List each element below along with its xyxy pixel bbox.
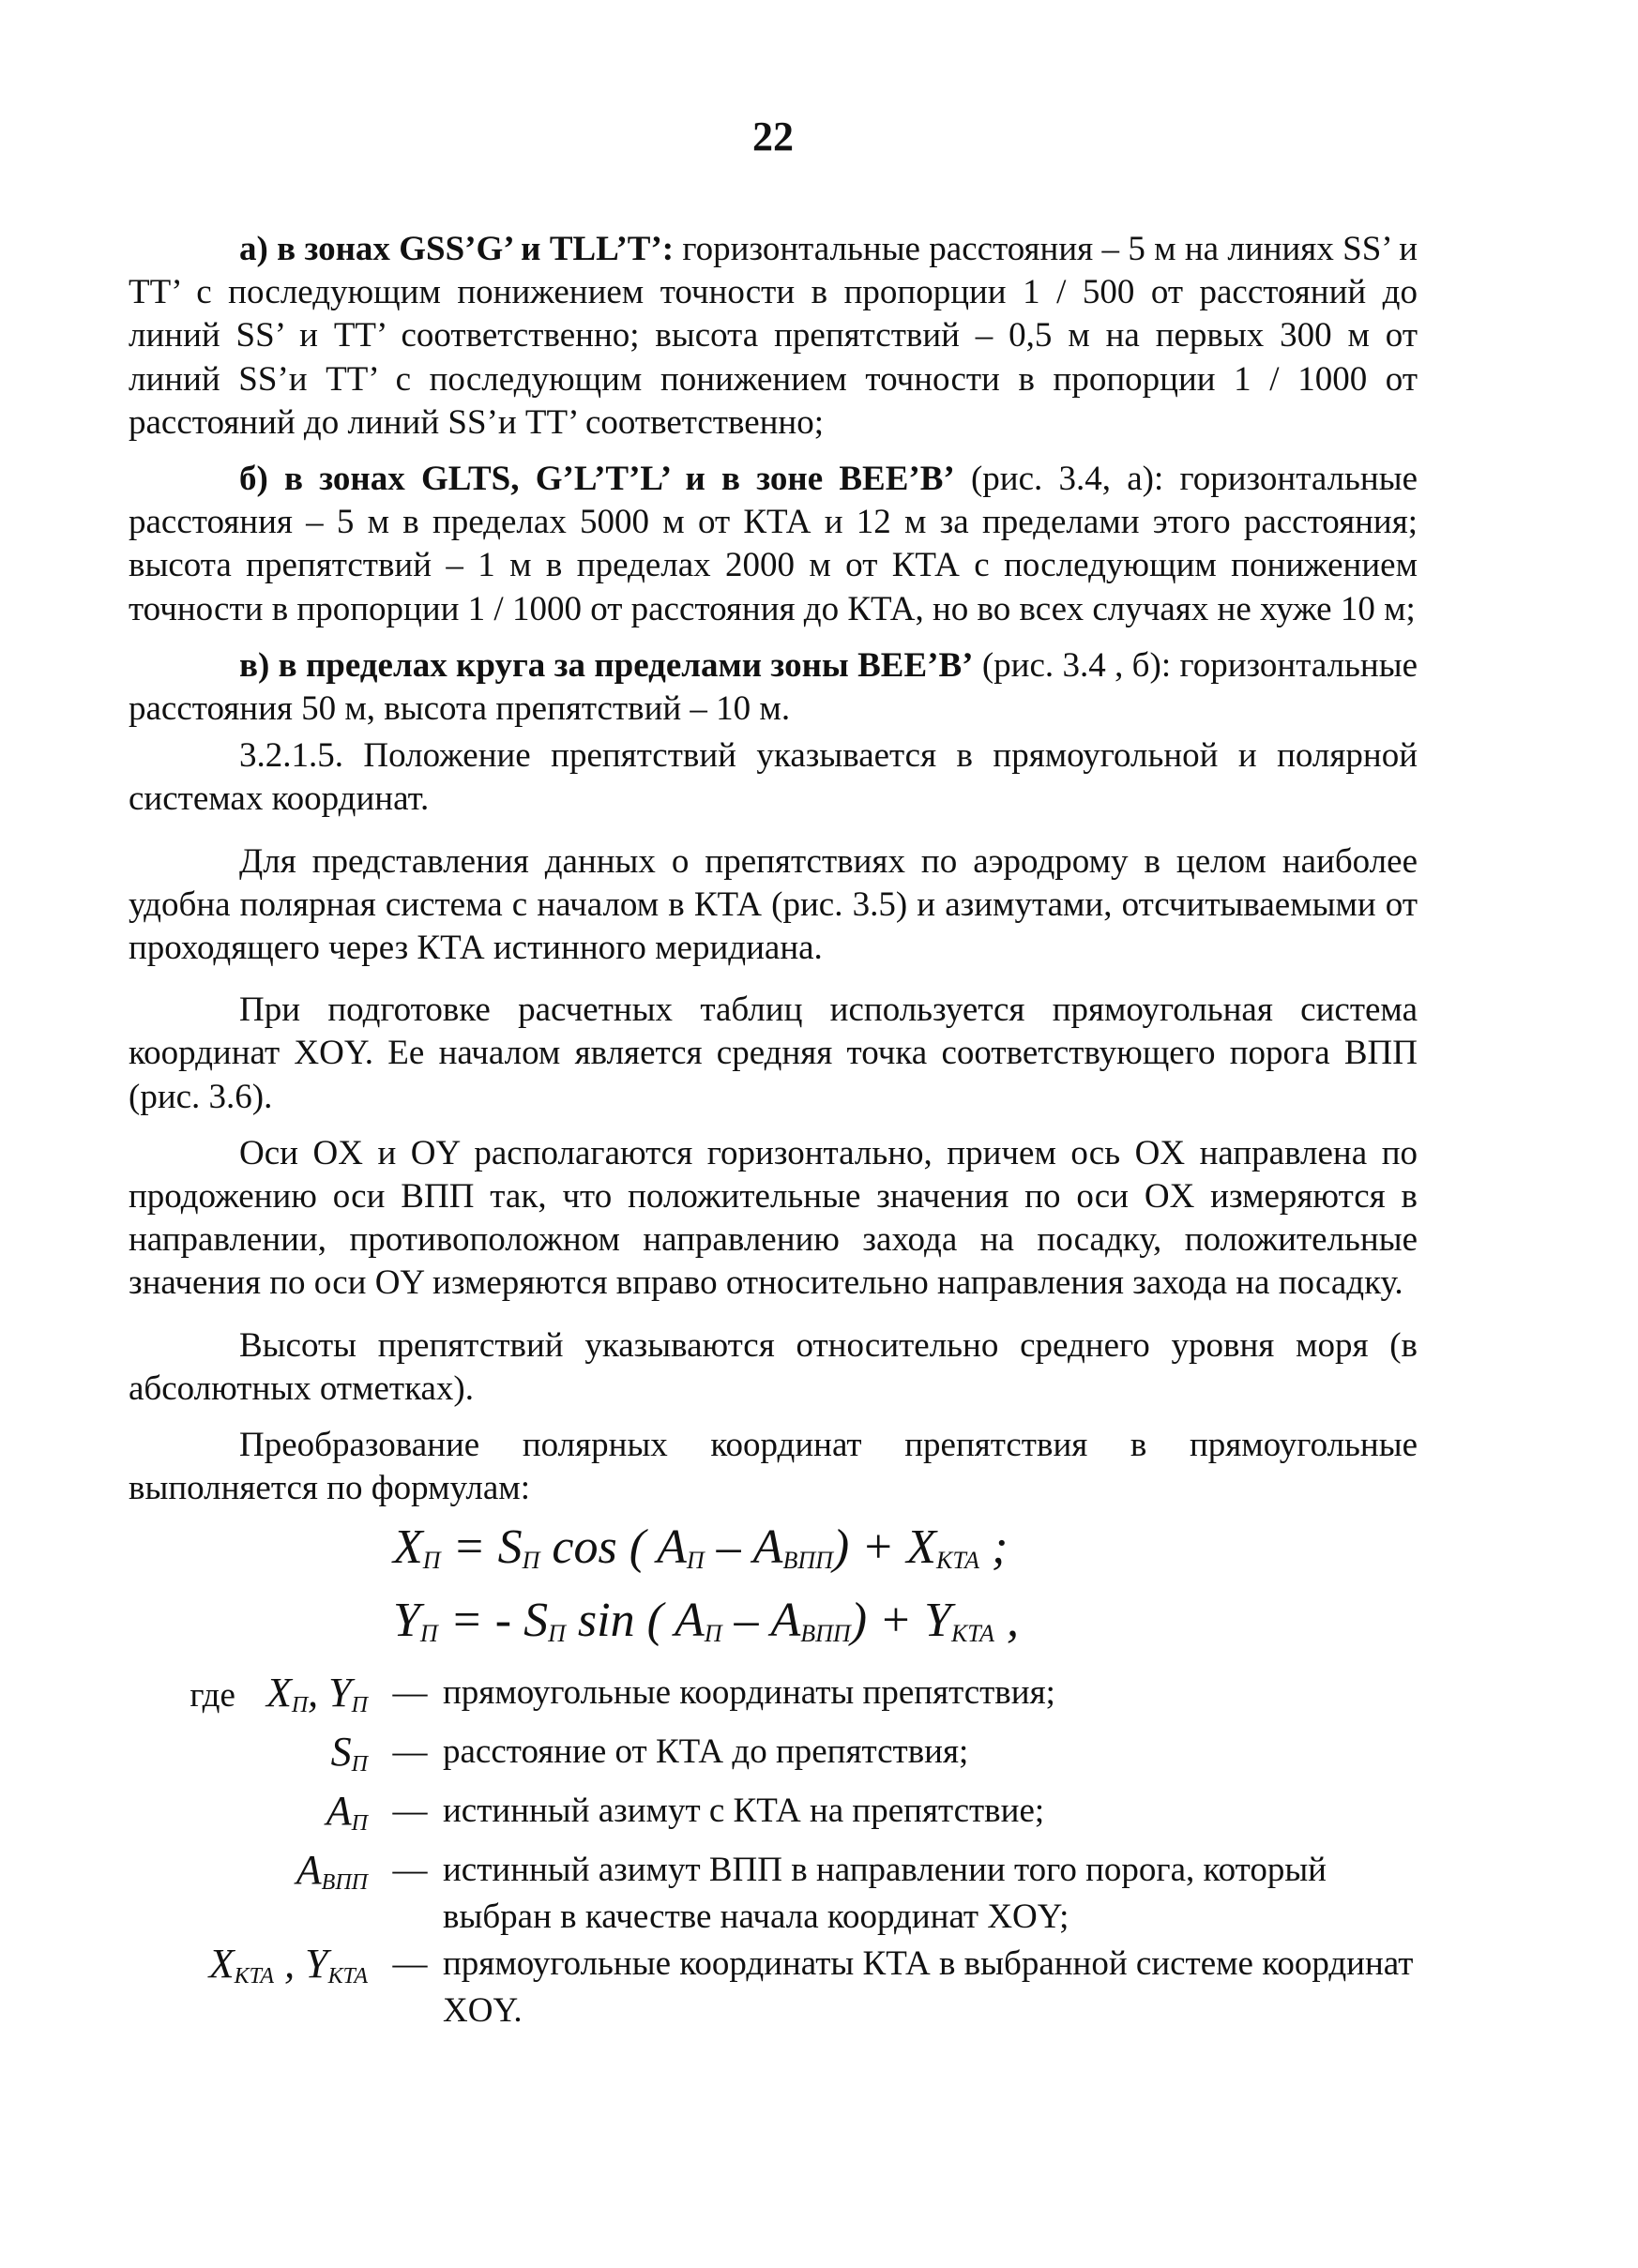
definition-symbol: где $X_П$, $Y_П$ — [190, 1670, 368, 1718]
definition-text: прямоугольные координаты препятствия; — [443, 1673, 1055, 1713]
paragraph-text: Высоты препятствий указываются относительно среднего уровня моря (в абсолютных отметках). — [129, 1325, 1418, 1408]
paragraph-heights — [129, 1324, 1418, 1411]
definition-symbol: $A_{ВПП}$ — [296, 1847, 368, 1896]
definition-symbol: $A_П$ — [326, 1788, 368, 1837]
paragraph-label: в) в пределах круга за пределами зоны BEE’B’ — [239, 645, 974, 685]
paragraph-c — [129, 644, 1418, 731]
paragraph-text: 3.2.1.5. Положение препятствий указывается в прямоугольной и полярной системах координат. — [129, 736, 1418, 819]
paragraph-3-2-1-5 — [129, 734, 1418, 821]
paragraph-b — [129, 458, 1418, 631]
paragraph-text: Для представления данных о препятствиях по аэродрому в целом наиболее удобна полярная система с началом в КТА (рис. 3.5) и азимутами, отсчитываемыми от проходящего через КТА истинного меридиана. — [129, 841, 1418, 968]
definition-row — [129, 1670, 1418, 1729]
definition-symbol: $X_{КТА}$ , $Y_{КТА}$ — [208, 1941, 368, 1989]
definition-dash: — — [392, 1851, 428, 1890]
paragraph-text: горизонтальные расстояния – 5 м на линиях SS’ и TT’ с последующим понижением точности в пропорции 1 / 500 от расстояний до линий SS’ и TT’ соответственно; высота препятствий – 0,5 м на первых 300 м от линий SS’и TT’ с последующим понижением точности в пропорции 1 / 1000 от расстояний до линий SS’и TT’ соответственно; — [129, 230, 1418, 442]
paragraph-text: Преобразование полярных координат препятствия в прямоугольные выполняется по формулам: — [129, 1426, 1418, 1508]
definition-text: истинный азимут ВПП в направлении того порога, который выбран в качестве начала координат XOY; — [443, 1851, 1327, 1937]
paragraph-text: Оси OX и OY располагаются горизонтально, причем ось OX направлена по продожению оси ВПП так, что положительные значения по оси OX измеряются в направлении, противоположном направлению захода на посадку, положительные значения по оси OY измеряются вправо относительно направления захода на посадку. — [129, 1133, 1418, 1303]
paragraph-text: (рис. 3.4, а): горизонтальные расстояния – 5 м в пределах 5000 м от КТА и 12 м за пределами этого расстояния; высота препятствий – 1 м в пределах 2000 м от КТА с последующим понижением точности в пропорции 1 / 1000 от расстояния до КТА, но во всех случаях не хуже 10 м; — [129, 460, 1418, 628]
paragraph-text: (рис. 3.4 , б): горизонтальные расстояния 50 м, высота препятствий – 10 м. — [129, 645, 1418, 729]
definition-row — [129, 1941, 1418, 2034]
definition-text: прямоугольные координаты КТА в выбранной системе координат XOY. — [443, 1944, 1414, 2031]
paragraph-transform — [129, 1424, 1418, 1510]
definition-row — [129, 1847, 1418, 1941]
definitions-list — [129, 1670, 1418, 2034]
paragraph-polar — [129, 840, 1418, 971]
paragraph-a — [129, 228, 1418, 445]
definition-dash: — — [392, 1944, 428, 1984]
definition-dash: — — [392, 1732, 428, 1772]
paragraph-axes — [129, 1132, 1418, 1306]
definition-text: истинный азимут с КТА на препятствие; — [443, 1792, 1045, 1831]
page-number: 22 — [752, 113, 794, 159]
paragraph-label: б) в зонах GLTS, G’L’T’L’ и в зоне BEE’B’ — [239, 460, 955, 499]
definition-text: расстояние от КТА до препятствия; — [443, 1732, 969, 1772]
paragraph-label: а) в зонах GSS’G’ и TLL’T’: — [239, 230, 675, 268]
definition-dash: — — [392, 1792, 428, 1831]
formula-y: $Y_П$ = - $S_П$ sin ( $A_П - A_{ВПП}) + Y_{КТА}$ , — [393, 1594, 1020, 1648]
definition-dash: — — [392, 1673, 428, 1713]
definition-row — [129, 1729, 1418, 1788]
definition-row — [129, 1788, 1418, 1847]
paragraph-xoy — [129, 989, 1418, 1119]
formula-x: $X_П = S_П$ cos ( $A_П - A_{ВПП}) + X_{КТА}$ ; — [393, 1520, 1009, 1575]
definition-symbol: $S_П$ — [330, 1729, 368, 1777]
paragraph-text: При подготовке расчетных таблиц используется прямоугольная система координат XOY. Ее началом является средняя точка соответствующего порога ВПП (рис. 3.6). — [129, 990, 1418, 1116]
